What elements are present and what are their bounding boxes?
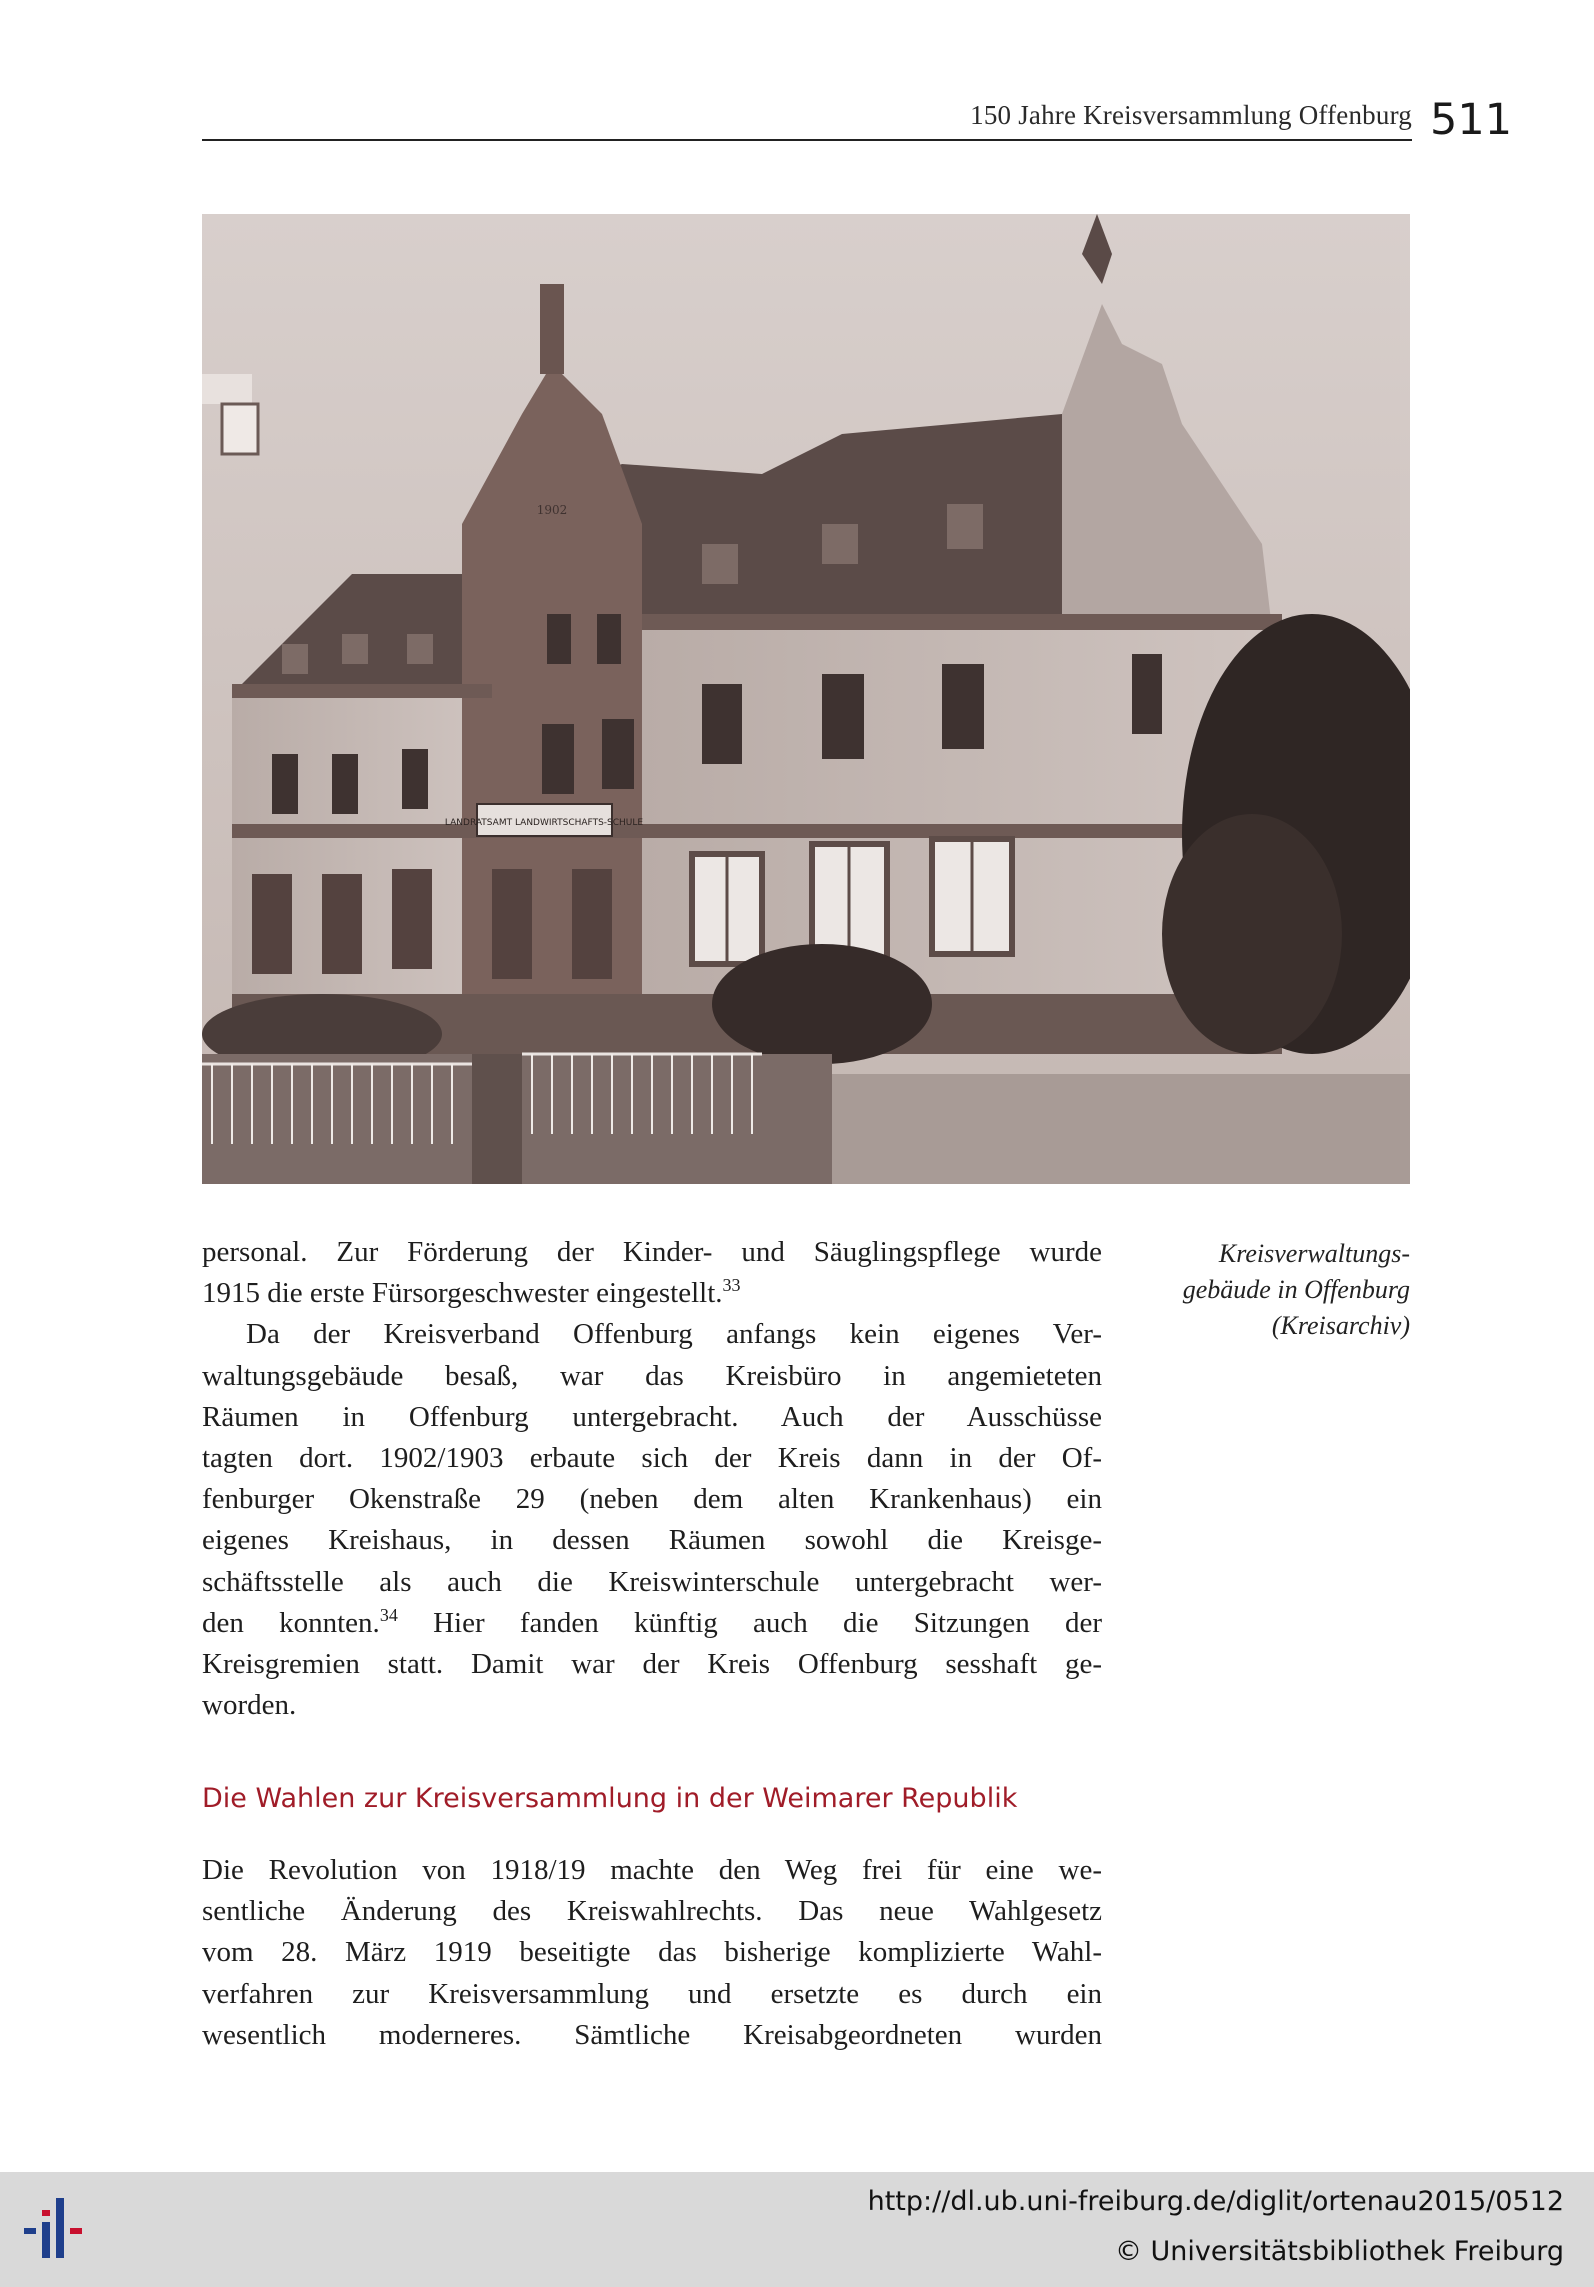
text-span: 1915 die erste Fürsorgeschwester eingestellt. xyxy=(202,1277,723,1310)
text-line: waltungsgebäude besaß, war das Kreisbüro in angemieteten xyxy=(202,1359,1102,1392)
running-title: 150 Jahre Kreisversammlung Offenburg xyxy=(970,100,1412,130)
text-line: eigenes Kreishaus, in dessen Räumen sowohl die Kreisge- xyxy=(202,1524,1102,1557)
footnote-marker: 33 xyxy=(722,1275,741,1296)
footer-copyright: © Universitätsbibliothek Freiburg xyxy=(1114,2236,1564,2267)
text-line: wesentlich moderneres. Sämtliche Kreisabgeordneten wurden xyxy=(202,2018,1102,2051)
text-line: worden. xyxy=(202,1689,297,1722)
section-heading: Die Wahlen zur Kreisversammlung in der Weimarer Republik xyxy=(202,1783,1018,1814)
building-photo xyxy=(202,214,1410,1184)
text-line: Räumen in Offenburg untergebracht. Auch der Ausschüsse xyxy=(202,1400,1102,1433)
body-text-block xyxy=(202,1850,1102,2056)
caption-line: Kreisverwaltungs- xyxy=(1218,1239,1410,1268)
text-span: Hier fanden künftig auch die Sitzungen der xyxy=(397,1606,1102,1639)
text-line: Da der Kreisverband Offenburg anfangs kein eigenes Ver- xyxy=(246,1318,1102,1351)
text-line: Die Revolution von 1918/19 machte den Weg frei für eine we- xyxy=(202,1854,1102,1886)
building-photo-drawing xyxy=(202,214,1410,1184)
text-line: schäftsstelle als auch die Kreiswinterschule untergebracht wer- xyxy=(202,1565,1102,1598)
caption-line: (Kreisarchiv) xyxy=(1271,1311,1410,1340)
footnote-marker: 34 xyxy=(379,1604,398,1625)
figure-caption xyxy=(1110,1236,1410,1344)
text-span: den konnten. xyxy=(202,1606,380,1639)
building-date-mark: 1902 xyxy=(536,503,568,517)
text-line: sentliche Änderung des Kreiswahlrechts. Das neue Wahlgesetz xyxy=(202,1895,1102,1928)
text-line: personal. Zur Förderung der Kinder- und Säuglingspflege wurde xyxy=(202,1236,1102,1268)
ub-freiburg-logo-icon xyxy=(20,2188,100,2268)
header-rule xyxy=(202,139,1412,141)
body-text-block xyxy=(202,1232,1102,1726)
footer-url-link[interactable]: http://dl.ub.uni-freiburg.de/diglit/ortenau2015/0512 xyxy=(867,2186,1564,2217)
text-line: vom 28. März 1919 beseitigte das bisherige komplizierte Wahl- xyxy=(202,1936,1102,1969)
text-line xyxy=(202,1273,1102,1314)
text-line: verfahren zur Kreisversammlung und ersetzte es durch ein xyxy=(202,1977,1102,2010)
text-line: Kreisgremien statt. Damit war der Kreis Offenburg sesshaft ge- xyxy=(202,1647,1102,1680)
text-line: fenburger Okenstraße 29 (neben dem alten Krankenhaus) ein xyxy=(202,1483,1102,1516)
caption-line: gebäude in Offenburg xyxy=(1182,1275,1410,1304)
page-number: 511 xyxy=(1430,95,1513,145)
text-line: tagten dort. 1902/1903 erbaute sich der Kreis dann in der Of- xyxy=(202,1441,1102,1474)
text-line xyxy=(202,1603,1102,1644)
building-sign-text: LANDRATSAMT LANDWIRTSCHAFTS-SCHULE xyxy=(444,818,644,828)
